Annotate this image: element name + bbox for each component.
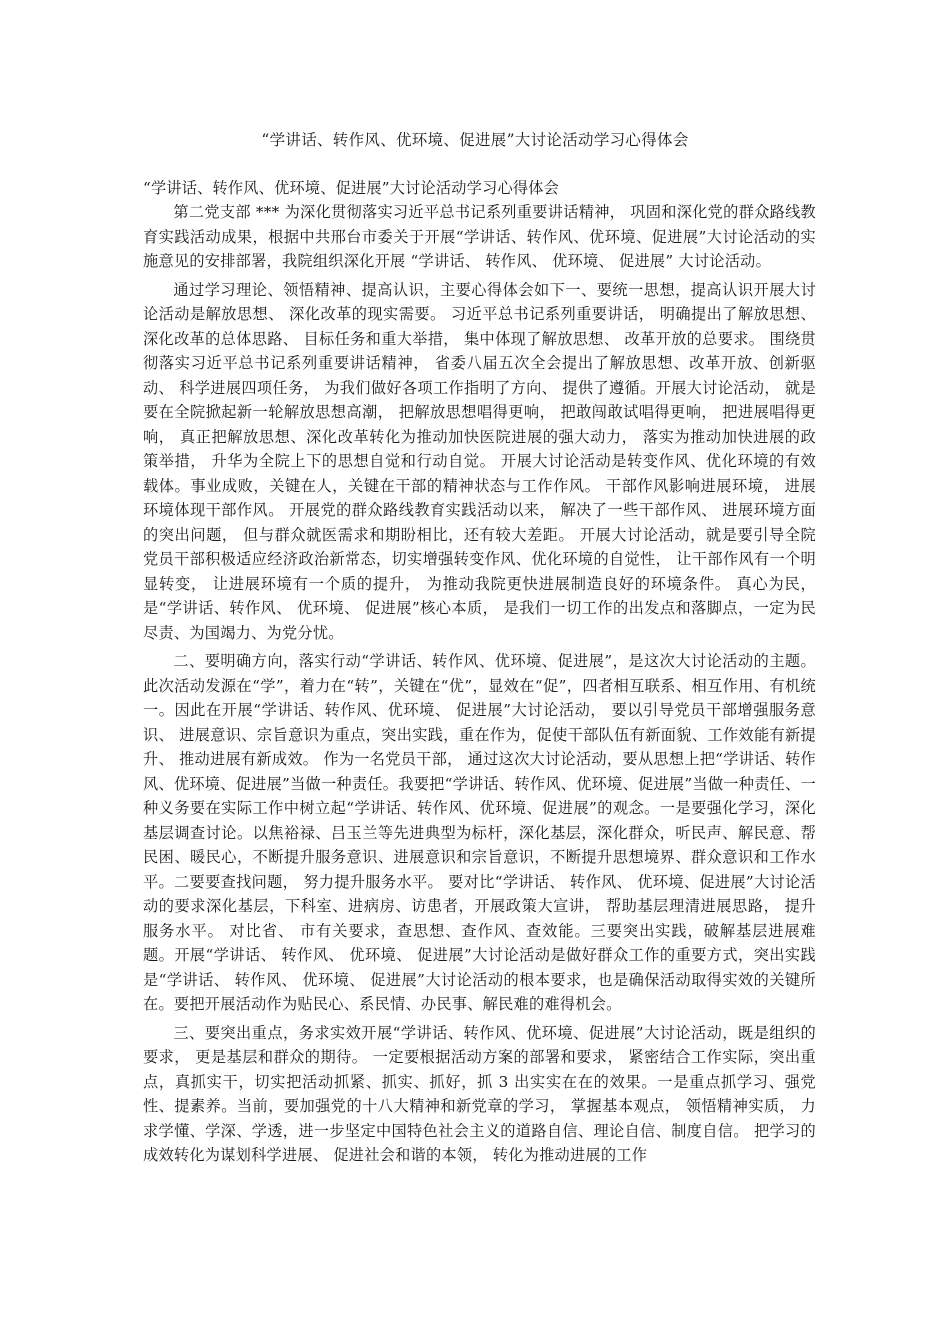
paragraph-section-three: 三、要突出重点，务求实效开展“学讲话、转作风、优环境、促进展”大讨论活动，既是组织的要求， 更是基层和群众的期待。 一定要根据活动方案的部署和要求， 紧密结合工作实际，突出重点，真抓实干，切实把活动抓紧、抓实、抓好，抓 3 出实实在在的效果。一是重点抓学习、强党性、提素养。当前，要加强党的十八大精神和新党章的学习， 掌握基本观点， 领悟精神实质， 力求学懂、学深、学透，进一步坚定中国特色社会主义的道路自信、理论自信、制度自信。 把学习的成效转化为谋划科学进展、 促进社会和谐的本领， 转化为推动进展的工作 — [143, 1023, 816, 1164]
paragraph-section-two: 二、要明确方向，落实行动“学讲话、转作风、优环境、促进展”，是这次大讨论活动的主题。此次活动发源在“学”，着力在“转”，关键在“优”，显效在“促”，四者相互联系、相互作用、有机统一。因此在开展“学讲话、转作风、优环境、 促进展”大讨论活动， 要以引导党员干部增强服务意识、 进展意识、宗旨意识为重点，突出实践，重在作为，促使干部队伍有新面貌、工作效能有新提升、 推动进展有新成效。 作为一名党员干部， 通过这次大讨论活动，要从思想上把“学讲话、转作风、优环境、促进展”当做一种责任。我要把“学讲话、转作风、优环境、促进展”当做一种责任、一种义务要在实际工作中树立起“学讲话、转作风、优环境、促进展”的观念。一是要强化学习，深化基层调查讨论。以焦裕禄、吕玉兰等先进典型为标杆，深化基层，深化群众，听民声、解民意、帮民困、暖民心，不断提升服务意识、进展意识和宗旨意识，不断提升思想境界、群众意识和工作水平。二要要查找问题， 努力提升服务水平。 要对比“学讲话、 转作风、 优环境、促进展”大讨论活动的要求深化基层，下科室、进病房、访患者，开展政策大宣讲， 帮助基层理清进展思路， 提升服务水平。 对比省、 市有关要求，查思想、查作风、查效能。三要突出实践，破解基层进展难题。开展“学讲话、 转作风、 优环境、 促进展”大讨论活动是做好群众工作的重要方式，突出实践是“学讲话、 转作风、 优环境、 促进展”大讨论活动的根本要求，也是确保活动取得实效的关键所在。要把开展活动作为贴民心、系民情、办民事、解民难的难得机会。 — [143, 652, 816, 1013]
document-body — [143, 176, 816, 1172]
page-title: “学讲话、转作风、优环境、促进展”大讨论活动学习心得体会 — [261, 131, 689, 149]
document-subtitle: “学讲话、转作风、优环境、促进展”大讨论活动学习心得体会 — [143, 179, 560, 197]
paragraph-intro: 第二党支部 *** 为深化贯彻落实习近平总书记系列重要讲话精神， 巩固和深化党的群众路线教育实践活动成果，根据中共邢台市委关于开展“学讲话、转作风、优环境、促进展”大讨论活动的实施意见的安排部署，我院组织深化开展 “学讲话、 转作风、 优环境、 促进展” 大讨论活动。 — [143, 203, 816, 270]
paragraph-section-one: 通过学习理论、领悟精神、提高认识，主要心得体会如下一、要统一思想，提高认识开展大讨论活动是解放思想、 深化改革的现实需要。 习近平总书记系列重要讲话， 明确提出了解放思想、 深化改革的总体思路、 目标任务和重大举措， 集中体现了解放思想、 改革开放的总要求。 围绕贯彻落实习近平总书记系列重要讲话精神， 省委八届五次全会提出了解放思想、改革开放、创新驱动、 科学进展四项任务， 为我们做好各项工作指明了方向、 提供了遵循。开展大讨论活动， 就是要在全院掀起新一轮解放思想高潮， 把解放思想唱得更响， 把敢闯敢试唱得更响， 把进展唱得更响， 真正把解放思想、深化改革转化为推动加快医院进展的强大动力， 落实为推动加快进展的政策举措， 升华为全院上下的思想自觉和行动自觉。 开展大讨论活动是转变作风、优化环境的有效载体。事业成败，关键在人，关键在干部的精神状态与工作作风。 干部作风影响进展环境， 进展环境体现干部作风。 开展党的群众路线教育实践活动以来， 解决了一些干部作风、 进展环境方面的突出问题， 但与群众就医需求和期盼相比，还有较大差距。 开展大讨论活动，就是要引导全院党员干部积极适应经济政治新常态，切实增强转变作风、优化环境的自觉性， 让干部作风有一个明显转变， 让进展环境有一个质的提升， 为推动我院更快进展制造良好的环境条件。 真心为民， 是“学讲话、转作风、 优环境、 促进展”核心本质， 是我们一切工作的出发点和落脚点，一定为民尽责、为国竭力、为党分忧。 — [143, 280, 816, 642]
